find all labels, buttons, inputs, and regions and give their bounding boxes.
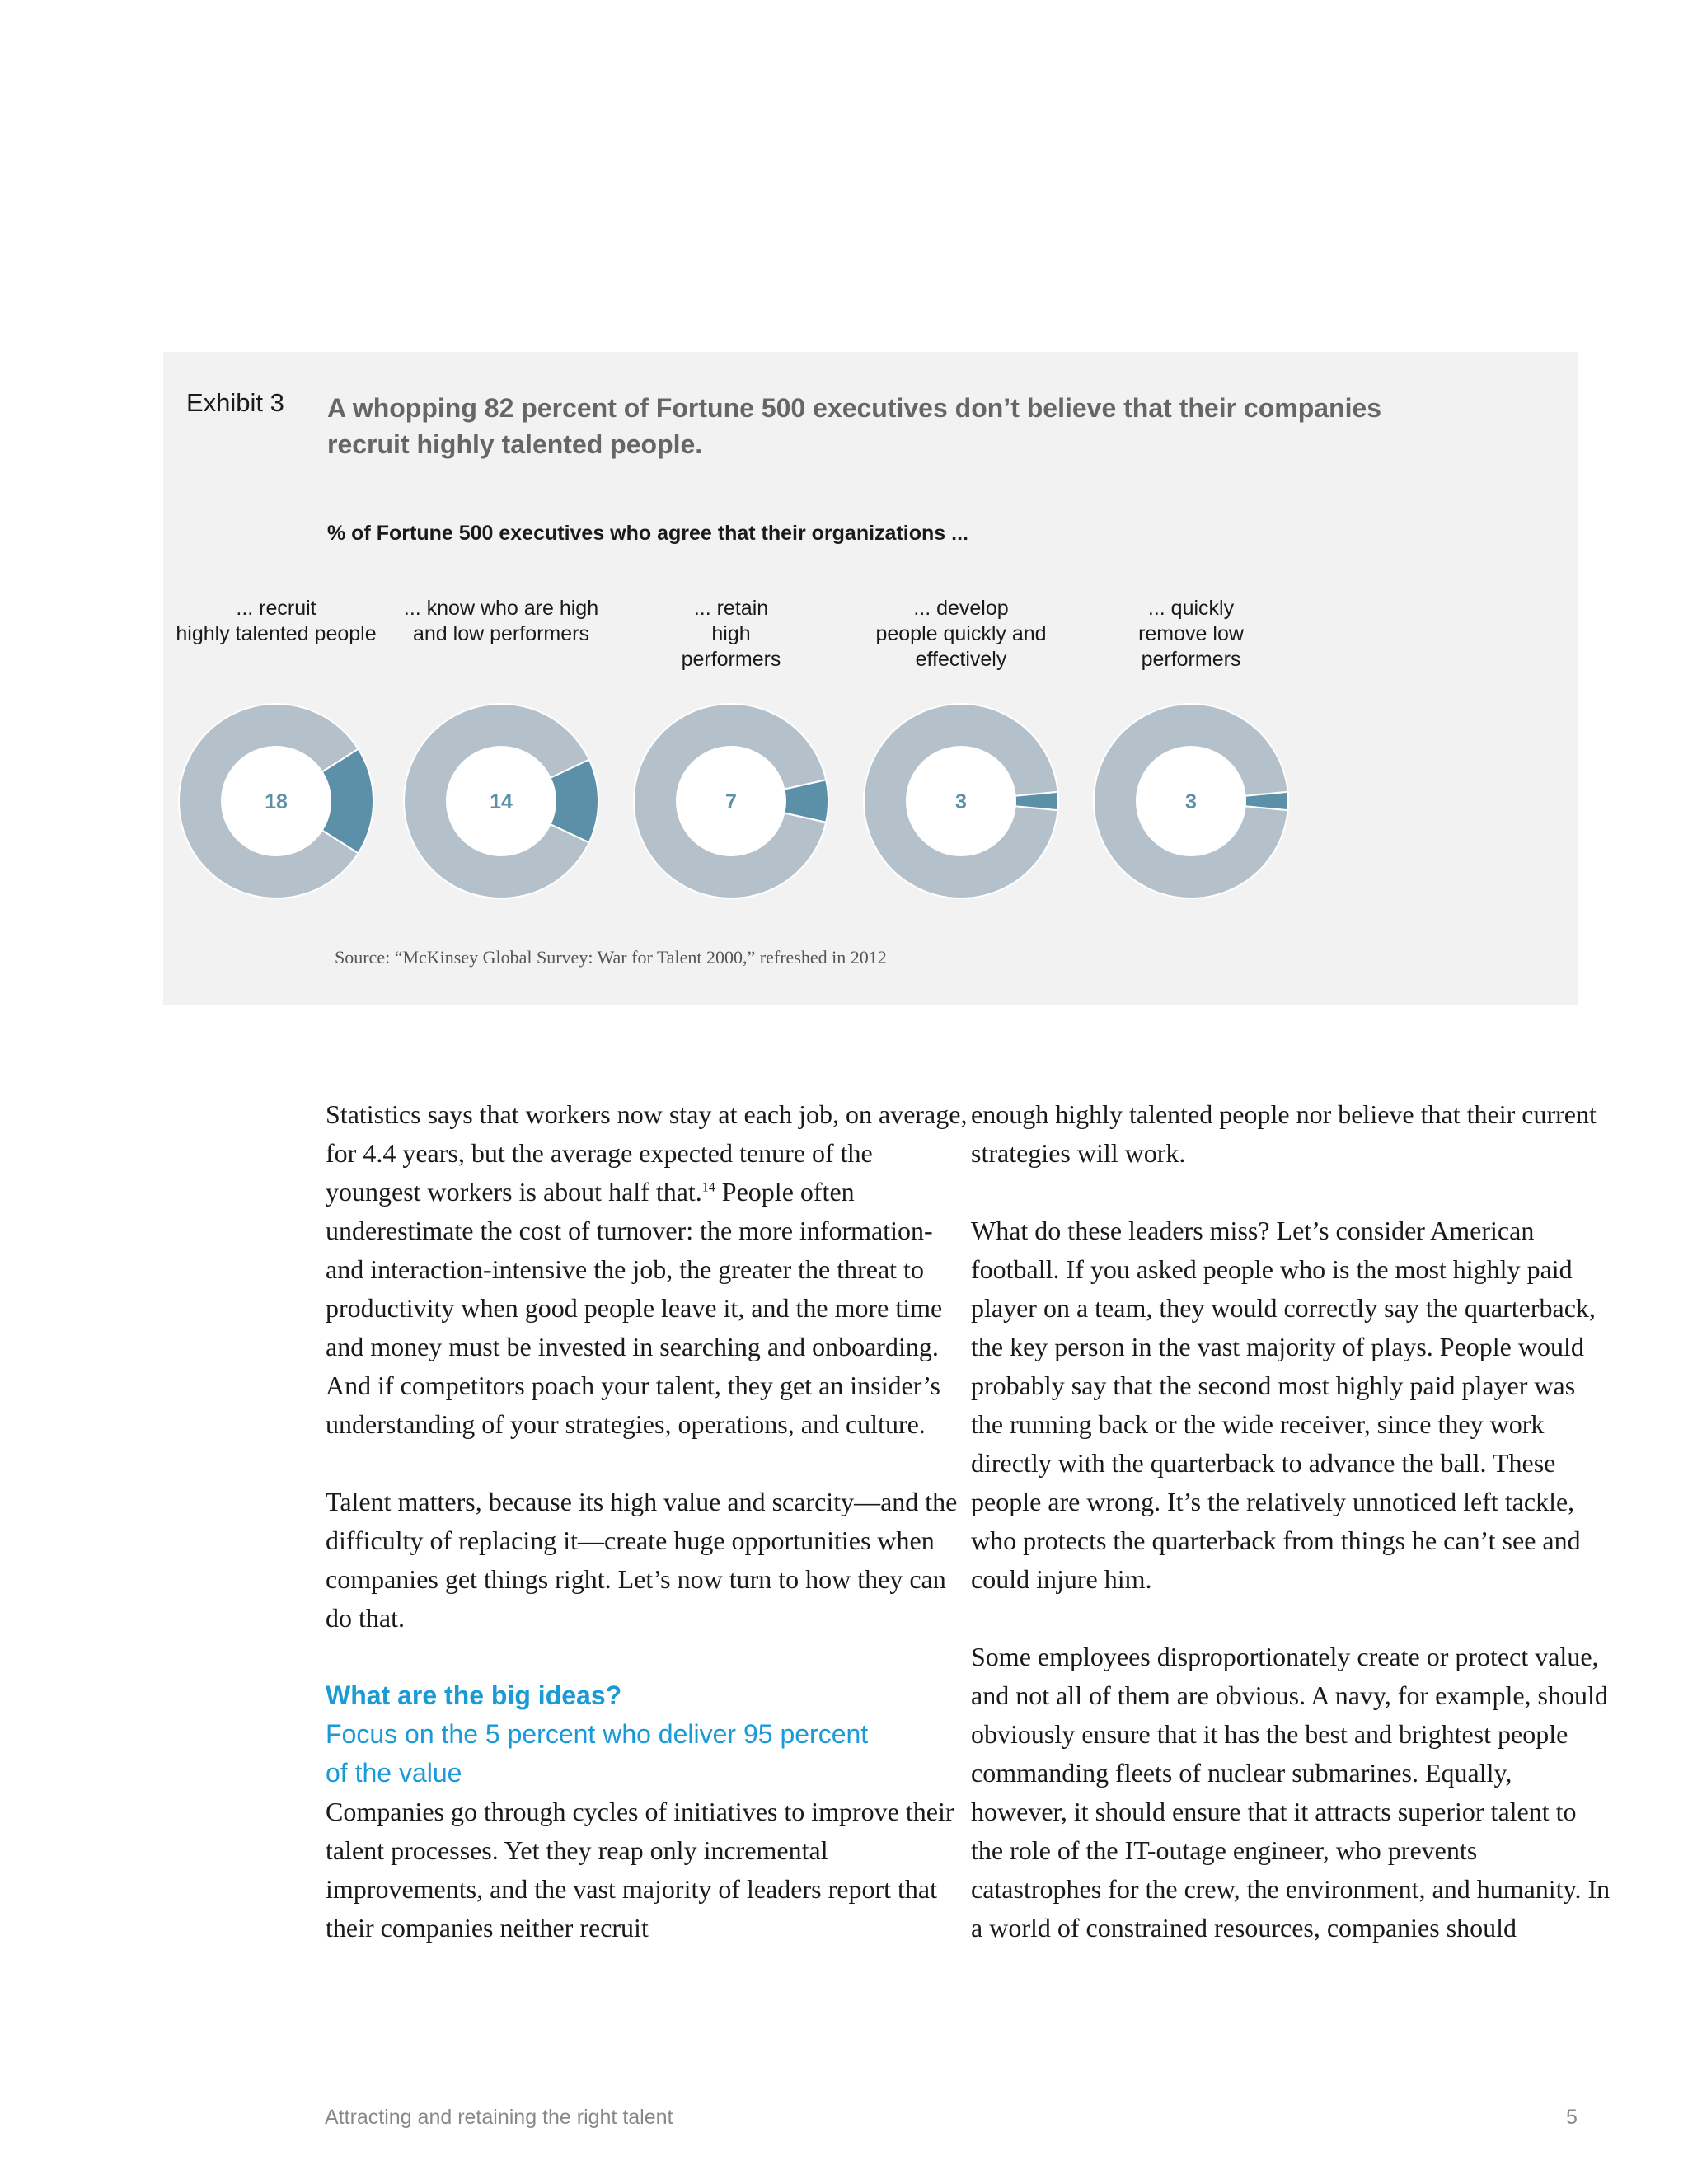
donut-chart xyxy=(1088,698,1294,904)
donut-item xyxy=(616,596,846,904)
donut-chart xyxy=(398,698,604,904)
paragraph-text-cont: People often underestimate the cost of turnover: the more information- and interaction-intensive the job, the greater the threat to productivity when good people leave it, and the more time and money must be invested in searching and onboarding. And if competitors poach your talent, they get an insider’s understanding of your strategies, operations, and culture. xyxy=(326,1177,943,1439)
section-heading: What are the big ideas? xyxy=(326,1680,622,1710)
paragraph: enough highly talented people nor believe that their current strategies will work. xyxy=(971,1099,1597,1168)
paragraph: Talent matters, because its high value and scarcity—and the difficulty of replacing it—create huge opportunities when companies get things right. Let’s now turn to how they can do that. xyxy=(326,1487,958,1633)
exhibit-label: Exhibit 3 xyxy=(186,388,284,417)
exhibit-subtitle: % of Fortune 500 executives who agree that their organizations ... xyxy=(327,522,968,545)
donut-item xyxy=(1076,596,1306,904)
footer-title: Attracting and retaining the right talent xyxy=(325,2106,673,2129)
paragraph: What do these leaders miss? Let’s consider American football. If you asked people who is the most highly paid player on a team, they would correctly say the quarterback, the key person in the vast majority of plays. People would probably say that the second most highly paid player was the running back or the wide receiver, since they work directly with the quarterback to advance the ball. These people are wrong. It’s the relatively unnoticed left tackle, who protects the quarterback from things he can’t see and could injure him. xyxy=(971,1216,1596,1594)
donut-category-label: ... know who are high and low performers xyxy=(403,597,599,645)
paragraph: Companies go through cycles of initiatives to improve their talent processes. Yet they reap only incremental improvements, and the vast majority of leaders report that their companies neither recruit xyxy=(326,1797,954,1943)
paragraph xyxy=(326,1095,968,1444)
donut-value-label: 18 xyxy=(265,790,288,813)
donut-item xyxy=(846,596,1076,904)
exhibit-panel xyxy=(163,352,1578,1005)
donut-value-label: 3 xyxy=(1185,790,1197,813)
exhibit-title: A whopping 82 percent of Fortune 500 executives don’t believe that their companies recruit highly talented people. xyxy=(327,393,1382,459)
donut-value-label: 14 xyxy=(490,790,513,813)
section-subheading: Focus on the 5 percent who deliver 95 percent of the value xyxy=(326,1719,869,1788)
donut-category-label: ... recruit highly talented people xyxy=(176,597,377,645)
donut-chart xyxy=(628,698,834,904)
body-column-right xyxy=(971,1095,1614,1947)
exhibit-source: Source: “McKinsey Global Survey: War for Talent 2000,” refreshed in 2012 xyxy=(335,947,887,968)
donut-item xyxy=(386,596,617,904)
page-number: 5 xyxy=(1566,2106,1578,2129)
donut-category-label: ... quickly remove low performers xyxy=(1138,597,1244,671)
donut-category-label: ... develop people quickly and effectively xyxy=(875,597,1047,671)
donut-value-label: 7 xyxy=(725,790,737,813)
footnote-ref: 14 xyxy=(701,1180,715,1195)
donut-value-slice xyxy=(1015,792,1058,810)
paragraph: Some employees disproportionately create or protect value, and not all of them are obvious. A navy, for example, should obviously ensure that it has the best and brightest people commanding fleets of nuclear submarines. Equally, however, it should ensure that it attracts superior talent to the role of the IT-outage engineer, who prevents catastrophes for the crew, the environment, and humanity. In a world of constrained resources, companies should xyxy=(971,1642,1611,1943)
paragraph-text: Statistics says that workers now stay at each job, on average, for 4.4 years, but the average expected tenure of the youngest workers is about half that. xyxy=(326,1099,968,1207)
donut-item xyxy=(161,596,392,904)
donut-value-slice xyxy=(1245,792,1288,810)
donut-chart xyxy=(173,698,379,904)
donut-category-label: ... retain high performers xyxy=(681,597,781,671)
donut-value-label: 3 xyxy=(955,790,967,813)
body-column-left xyxy=(326,1095,968,1947)
donut-chart xyxy=(858,698,1064,904)
